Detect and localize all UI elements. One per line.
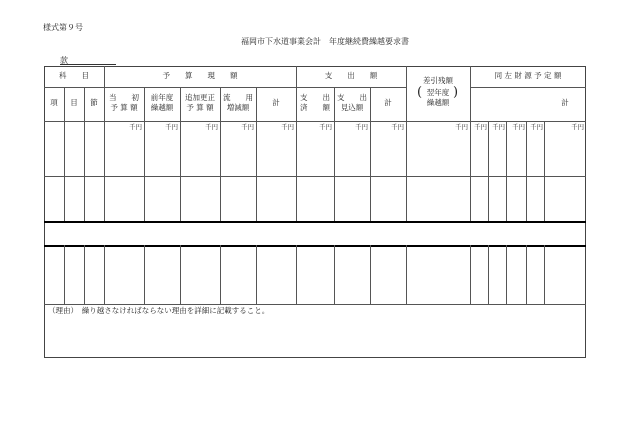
row-divider [44, 176, 586, 177]
header-ryuyo-1: 流 用 [223, 93, 253, 102]
header-kei-2: 計 [384, 98, 392, 107]
reason-note: （理由） 繰り越さなければならない理由を詳細に記載すること。 [48, 306, 270, 315]
col-line [64, 245, 65, 304]
col-line [144, 245, 145, 304]
header-moku: 目 [70, 98, 78, 107]
header-tousho-1: 当 初 [109, 93, 139, 102]
kan-underline [60, 64, 116, 65]
col-line [84, 245, 85, 304]
header-kei: 計 [272, 98, 280, 107]
header-sashihiki-mid: 翌年度 [426, 88, 450, 97]
header-divider-left [44, 87, 406, 88]
thick-separator-top [44, 221, 586, 223]
unit-label: 千円 [281, 123, 294, 131]
header-tsuika-1: 追加更正 [185, 93, 215, 102]
header-kamoku: 科 目 [59, 71, 89, 80]
header-shishutsu-gaku: 支 出 額 [324, 71, 378, 80]
unit-label: 千円 [355, 123, 368, 131]
header-dosa-zaigen: 同 左 財 源 予 定 額 [494, 71, 562, 80]
col-line [488, 121, 489, 221]
unit-label: 千円 [512, 123, 525, 131]
col-line [256, 245, 257, 304]
col-line [544, 121, 545, 221]
header-shishutsu-zumi-1: 支 出 [300, 93, 330, 102]
col-line [104, 66, 105, 221]
unit-label: 千円 [492, 123, 505, 131]
col-line [104, 245, 105, 304]
header-ryuyo-2: 増減額 [226, 103, 250, 112]
unit-label: 千円 [530, 123, 543, 131]
header-shishutsu-zumi-2: 済 額 [300, 103, 330, 112]
header-sashihiki-top: 差引残額 [423, 76, 453, 85]
unit-label: 千円 [571, 123, 584, 131]
header-yosan-gengaku: 予 算 現 額 [162, 71, 238, 80]
col-line [470, 245, 471, 304]
col-line [470, 66, 471, 221]
thick-separator-bottom [44, 245, 586, 247]
header-kou: 項 [50, 98, 58, 107]
col-line [544, 245, 545, 304]
document-title: 福岡市下水道事業会計 年度継続費繰越要求書 [241, 37, 409, 46]
unit-label: 千円 [205, 123, 218, 131]
col-line [406, 245, 407, 304]
col-line [488, 245, 489, 304]
unit-label: 千円 [241, 123, 254, 131]
col-line [334, 245, 335, 304]
header-shishutsu-mikomi-2: 見込額 [340, 103, 364, 112]
unit-label: 千円 [474, 123, 487, 131]
col-line [296, 66, 297, 221]
kan-label: 款 [60, 56, 68, 65]
unit-label: 千円 [455, 123, 468, 131]
header-divider-right [470, 87, 586, 88]
unit-label: 千円 [391, 123, 404, 131]
col-line [526, 121, 527, 221]
header-kei-3: 計 [561, 98, 569, 107]
header-tousho-2: 予 算 額 [110, 103, 138, 112]
col-line [296, 245, 297, 304]
header-tsuika-2: 予 算 額 [186, 103, 214, 112]
col-line [506, 121, 507, 221]
col-line [526, 245, 527, 304]
header-zennendo-2: 繰越額 [150, 103, 174, 112]
header-zennendo-1: 前年度 [150, 93, 174, 102]
unit-label: 千円 [129, 123, 142, 131]
header-setsu: 節 [90, 98, 98, 107]
bracket-right: ) [453, 85, 459, 100]
col-line [180, 245, 181, 304]
form-number: 様式第９号 [43, 23, 83, 32]
unit-label: 千円 [165, 123, 178, 131]
col-line [370, 245, 371, 304]
col-line [220, 245, 221, 304]
header-sashihiki-bottom: 繰越額 [426, 98, 450, 107]
unit-label: 千円 [319, 123, 332, 131]
header-shishutsu-mikomi-1: 支 出 [337, 93, 367, 102]
col-line [506, 245, 507, 304]
bracket-left: ( [417, 85, 423, 100]
